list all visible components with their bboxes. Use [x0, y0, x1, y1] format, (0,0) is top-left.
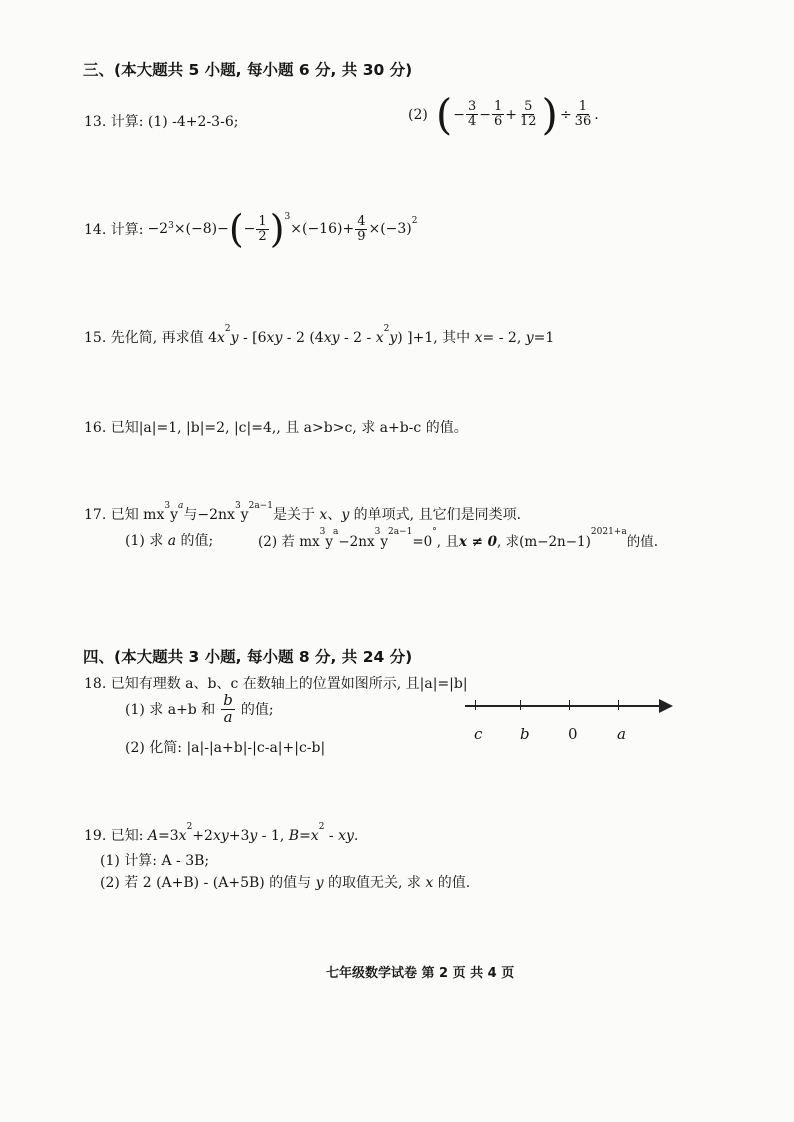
- q13-minus: −: [453, 106, 465, 123]
- q14-rparen: ): [269, 207, 285, 251]
- q18-frac: $\frac{b}{a}$: [223, 691, 233, 726]
- tick-a: [618, 700, 619, 710]
- question-18-sub1: (1) 求 a+b 和 $\frac{b}{a}$ 的值;: [125, 691, 274, 726]
- question-16: 16. 已知|a|=1, |b|=2, |c|=4,, 且 a>b>c, 求 a+b-c 的值。: [84, 420, 468, 436]
- number-line-arrow-icon: [659, 699, 673, 713]
- q13-minus-2: −: [479, 106, 491, 123]
- q13-plus: +: [505, 106, 517, 123]
- q14-exp1: 3: [168, 221, 174, 231]
- q14-term4: ×(−3): [368, 221, 412, 237]
- q13-div: ÷: [559, 106, 572, 123]
- q13-part2: [408, 90, 599, 139]
- q14-exp2: 3: [284, 212, 291, 222]
- q14-frac-2: $\frac{4}{9}$: [357, 213, 366, 244]
- axis-label-0: 0: [568, 725, 578, 743]
- q13-frac-1: $\frac{3}{4}$: [467, 99, 477, 129]
- tick-c: [475, 700, 476, 710]
- question-17: 17. 已知 $mx^3y^a$与$-2nx^3y^{2a-1}$是关于 x、y 的单项式, 且它们是同类项.: [84, 501, 522, 523]
- page-footer: 七年级数学试卷 第 2 页 共 4 页: [326, 966, 515, 981]
- question-13: [84, 111, 238, 131]
- q14-exp4: 2: [411, 216, 418, 226]
- section-4-header: 四、(本大题共 3 小题, 每小题 8 分, 共 24 分): [83, 648, 413, 666]
- q13-frac-4: $\frac{1}{36}$: [574, 99, 592, 129]
- q13-rparen: ): [541, 90, 558, 139]
- q13-frac-2: $\frac{1}{6}$: [493, 99, 503, 129]
- q14-term2: ×(−8)−: [173, 221, 229, 237]
- question-17-sub2: (2) 若 $mx^3y^a-2nx^3y^{2a-1}=0^\circ$, 且x ≠ 0, 求$(m-2n-1)^{2021+a}$的值.: [258, 527, 659, 550]
- q13-label: 13. 计算:: [84, 114, 144, 130]
- axis-label-c: c: [474, 725, 483, 743]
- question-19: 19. 已知: $A=3x^2+2xy+3y - 1$, $B=x^2$ - xy.: [84, 822, 359, 844]
- section-3-header: 三、(本大题共 5 小题, 每小题 6 分, 共 30 分): [83, 61, 413, 79]
- question-19-sub1: (1) 计算: A - 3B;: [100, 853, 210, 869]
- question-15: 15. 先化简, 再求值 $4x^2y - [6xy - 2$ $(4xy - 2 - x^2y)$ ]+1, 其中 x= - 2, y=1: [84, 324, 555, 346]
- question-18: 18. 已知有理数 a、b、c 在数轴上的位置如图所示, 且|a|=|b|: [84, 676, 468, 692]
- q13-part1: (1) -4+2-3-6;: [147, 114, 239, 130]
- tick-b: [520, 700, 521, 710]
- q14-term1: −2: [147, 221, 169, 237]
- q13-part2-label: (2): [408, 106, 428, 123]
- q14-inner-minus: −: [243, 221, 256, 237]
- question-19-sub2: (2) 若 2 (A+B) - (A+5B) 的值与 y 的取值无关, 求 x 的值.: [100, 875, 471, 891]
- q13-frac-3: $\frac{5}{12}$: [520, 99, 537, 129]
- q14-label: 14. 计算:: [84, 222, 144, 238]
- q13-lparen: (: [435, 90, 453, 139]
- q14-frac-1: $\frac{1}{2}$: [258, 213, 267, 244]
- question-18-sub2: (2) 化简: |a|-|a+b|-|c-a|+|c-b|: [125, 740, 326, 756]
- axis-label-b: b: [520, 725, 530, 743]
- tick-0: [569, 700, 570, 710]
- q14-lparen: (: [228, 207, 244, 251]
- axis-label-a: a: [617, 725, 626, 743]
- q14-term3: ×(−16)+: [290, 221, 355, 237]
- number-line: [465, 705, 675, 745]
- number-line-axis: [465, 705, 661, 707]
- question-14: [84, 207, 418, 251]
- question-17-sub1: (1) 求 a 的值;: [125, 533, 214, 549]
- q13-period: .: [594, 106, 599, 123]
